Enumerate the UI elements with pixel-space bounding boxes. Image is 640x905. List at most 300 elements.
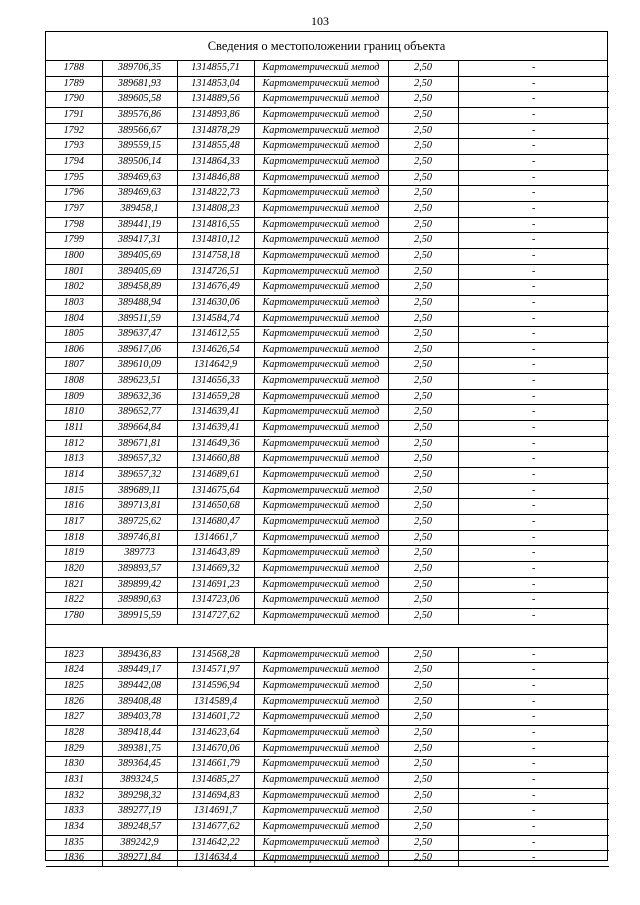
method-cell: Картометрический метод xyxy=(254,663,388,679)
y-coordinate-cell: 1314677,62 xyxy=(177,819,254,835)
accuracy-cell: 2,50 xyxy=(388,123,458,139)
method-cell: Картометрический метод xyxy=(254,678,388,694)
method-cell: Картометрический метод xyxy=(254,248,388,264)
y-coordinate-cell: 1314680,47 xyxy=(177,515,254,531)
table-row xyxy=(46,436,609,452)
x-coordinate-cell: 389271,84 xyxy=(102,851,177,867)
method-cell: Картометрический метод xyxy=(254,170,388,186)
description-cell: - xyxy=(458,280,609,296)
accuracy-cell: 2,50 xyxy=(388,608,458,624)
description-cell: - xyxy=(458,389,609,405)
points-table-block-2 xyxy=(46,648,609,867)
method-cell: Картометрический метод xyxy=(254,483,388,499)
table-row xyxy=(46,92,609,108)
point-number-cell: 1827 xyxy=(46,710,102,726)
point-number-cell: 1813 xyxy=(46,452,102,468)
x-coordinate-cell: 389469,63 xyxy=(102,170,177,186)
method-cell: Картометрический метод xyxy=(254,280,388,296)
method-cell: Картометрический метод xyxy=(254,154,388,170)
description-cell: - xyxy=(458,562,609,578)
table-row xyxy=(46,311,609,327)
method-cell: Картометрический метод xyxy=(254,757,388,773)
table-row xyxy=(46,264,609,280)
table-row xyxy=(46,248,609,264)
method-cell: Картометрический метод xyxy=(254,61,388,76)
x-coordinate-cell: 389652,77 xyxy=(102,405,177,421)
table-row xyxy=(46,694,609,710)
description-cell: - xyxy=(458,233,609,249)
accuracy-cell: 2,50 xyxy=(388,483,458,499)
description-cell: - xyxy=(458,577,609,593)
description-cell: - xyxy=(458,107,609,123)
table-row xyxy=(46,499,609,515)
accuracy-cell: 2,50 xyxy=(388,405,458,421)
x-coordinate-cell: 389442,08 xyxy=(102,678,177,694)
method-cell: Картометрический метод xyxy=(254,562,388,578)
description-cell: - xyxy=(458,483,609,499)
description-cell: - xyxy=(458,725,609,741)
y-coordinate-cell: 1314571,97 xyxy=(177,663,254,679)
accuracy-cell: 2,50 xyxy=(388,835,458,851)
table-row xyxy=(46,233,609,249)
description-cell: - xyxy=(458,436,609,452)
table-row xyxy=(46,186,609,202)
accuracy-cell: 2,50 xyxy=(388,819,458,835)
description-cell: - xyxy=(458,123,609,139)
accuracy-cell: 2,50 xyxy=(388,186,458,202)
method-cell: Картометрический метод xyxy=(254,421,388,437)
accuracy-cell: 2,50 xyxy=(388,663,458,679)
method-cell: Картометрический метод xyxy=(254,389,388,405)
accuracy-cell: 2,50 xyxy=(388,76,458,92)
x-coordinate-cell: 389408,48 xyxy=(102,694,177,710)
description-cell: - xyxy=(458,788,609,804)
description-cell: - xyxy=(458,327,609,343)
description-cell: - xyxy=(458,546,609,562)
table-separator xyxy=(46,625,607,648)
x-coordinate-cell: 389242,9 xyxy=(102,835,177,851)
accuracy-cell: 2,50 xyxy=(388,546,458,562)
point-number-cell: 1835 xyxy=(46,835,102,851)
x-coordinate-cell: 389403,78 xyxy=(102,710,177,726)
description-cell: - xyxy=(458,710,609,726)
point-number-cell: 1794 xyxy=(46,154,102,170)
description-cell: - xyxy=(458,342,609,358)
point-number-cell: 1796 xyxy=(46,186,102,202)
point-number-cell: 1807 xyxy=(46,358,102,374)
description-cell: - xyxy=(458,757,609,773)
table-row xyxy=(46,851,609,867)
table-row xyxy=(46,648,609,663)
point-number-cell: 1833 xyxy=(46,804,102,820)
table-row xyxy=(46,405,609,421)
description-cell: - xyxy=(458,311,609,327)
point-number-cell: 1803 xyxy=(46,295,102,311)
description-cell: - xyxy=(458,804,609,820)
table-row xyxy=(46,107,609,123)
x-coordinate-cell: 389637,47 xyxy=(102,327,177,343)
accuracy-cell: 2,50 xyxy=(388,499,458,515)
method-cell: Картометрический метод xyxy=(254,201,388,217)
y-coordinate-cell: 1314596,94 xyxy=(177,678,254,694)
table-row xyxy=(46,374,609,390)
accuracy-cell: 2,50 xyxy=(388,678,458,694)
point-number-cell: 1819 xyxy=(46,546,102,562)
method-cell: Картометрический метод xyxy=(254,217,388,233)
accuracy-cell: 2,50 xyxy=(388,170,458,186)
description-cell: - xyxy=(458,499,609,515)
x-coordinate-cell: 389746,81 xyxy=(102,530,177,546)
method-cell: Картометрический метод xyxy=(254,264,388,280)
y-coordinate-cell: 1314656,33 xyxy=(177,374,254,390)
point-number-cell: 1821 xyxy=(46,577,102,593)
description-cell: - xyxy=(458,358,609,374)
accuracy-cell: 2,50 xyxy=(388,648,458,663)
method-cell: Картометрический метод xyxy=(254,139,388,155)
accuracy-cell: 2,50 xyxy=(388,741,458,757)
point-number-cell: 1797 xyxy=(46,201,102,217)
table-row xyxy=(46,804,609,820)
point-number-cell: 1792 xyxy=(46,123,102,139)
point-number-cell: 1805 xyxy=(46,327,102,343)
x-coordinate-cell: 389899,42 xyxy=(102,577,177,593)
method-cell: Картометрический метод xyxy=(254,342,388,358)
table-row xyxy=(46,201,609,217)
method-cell: Картометрический метод xyxy=(254,593,388,609)
description-cell: - xyxy=(458,530,609,546)
table-row xyxy=(46,76,609,92)
point-number-cell: 1832 xyxy=(46,788,102,804)
accuracy-cell: 2,50 xyxy=(388,468,458,484)
x-coordinate-cell: 389436,83 xyxy=(102,648,177,663)
y-coordinate-cell: 1314659,28 xyxy=(177,389,254,405)
table-row xyxy=(46,139,609,155)
point-number-cell: 1831 xyxy=(46,772,102,788)
description-cell: - xyxy=(458,374,609,390)
accuracy-cell: 2,50 xyxy=(388,389,458,405)
table-row xyxy=(46,593,609,609)
accuracy-cell: 2,50 xyxy=(388,264,458,280)
point-number-cell: 1825 xyxy=(46,678,102,694)
x-coordinate-cell: 389298,32 xyxy=(102,788,177,804)
y-coordinate-cell: 1314623,64 xyxy=(177,725,254,741)
accuracy-cell: 2,50 xyxy=(388,772,458,788)
x-coordinate-cell: 389488,94 xyxy=(102,295,177,311)
description-cell: - xyxy=(458,452,609,468)
description-cell: - xyxy=(458,741,609,757)
x-coordinate-cell: 389657,32 xyxy=(102,468,177,484)
point-number-cell: 1836 xyxy=(46,851,102,867)
table-row xyxy=(46,710,609,726)
accuracy-cell: 2,50 xyxy=(388,61,458,76)
accuracy-cell: 2,50 xyxy=(388,154,458,170)
x-coordinate-cell: 389671,81 xyxy=(102,436,177,452)
accuracy-cell: 2,50 xyxy=(388,107,458,123)
table-title: Сведения о местоположении границ объекта xyxy=(46,32,607,61)
method-cell: Картометрический метод xyxy=(254,295,388,311)
description-cell: - xyxy=(458,593,609,609)
table-row xyxy=(46,358,609,374)
point-number-cell: 1798 xyxy=(46,217,102,233)
accuracy-cell: 2,50 xyxy=(388,577,458,593)
accuracy-cell: 2,50 xyxy=(388,139,458,155)
x-coordinate-cell: 389381,75 xyxy=(102,741,177,757)
point-number-cell: 1824 xyxy=(46,663,102,679)
table-row xyxy=(46,835,609,851)
accuracy-cell: 2,50 xyxy=(388,217,458,233)
y-coordinate-cell: 1314675,64 xyxy=(177,483,254,499)
method-cell: Картометрический метод xyxy=(254,515,388,531)
y-coordinate-cell: 1314853,04 xyxy=(177,76,254,92)
method-cell: Картометрический метод xyxy=(254,107,388,123)
description-cell: - xyxy=(458,678,609,694)
y-coordinate-cell: 1314670,06 xyxy=(177,741,254,757)
accuracy-cell: 2,50 xyxy=(388,92,458,108)
x-coordinate-cell: 389610,09 xyxy=(102,358,177,374)
y-coordinate-cell: 1314889,56 xyxy=(177,92,254,108)
table-row xyxy=(46,515,609,531)
points-table-block-1 xyxy=(46,61,609,625)
description-cell: - xyxy=(458,154,609,170)
point-number-cell: 1810 xyxy=(46,405,102,421)
y-coordinate-cell: 1314661,79 xyxy=(177,757,254,773)
x-coordinate-cell: 389324,5 xyxy=(102,772,177,788)
accuracy-cell: 2,50 xyxy=(388,851,458,867)
y-coordinate-cell: 1314639,41 xyxy=(177,405,254,421)
point-number-cell: 1820 xyxy=(46,562,102,578)
y-coordinate-cell: 1314612,55 xyxy=(177,327,254,343)
accuracy-cell: 2,50 xyxy=(388,593,458,609)
method-cell: Картометрический метод xyxy=(254,694,388,710)
method-cell: Картометрический метод xyxy=(254,327,388,343)
x-coordinate-cell: 389559,15 xyxy=(102,139,177,155)
table-row xyxy=(46,452,609,468)
method-cell: Картометрический метод xyxy=(254,311,388,327)
x-coordinate-cell: 389458,89 xyxy=(102,280,177,296)
table-row xyxy=(46,327,609,343)
table-row xyxy=(46,608,609,624)
y-coordinate-cell: 1314642,9 xyxy=(177,358,254,374)
method-cell: Картометрический метод xyxy=(254,374,388,390)
table-row xyxy=(46,217,609,233)
table-row xyxy=(46,546,609,562)
y-coordinate-cell: 1314893,86 xyxy=(177,107,254,123)
table-row xyxy=(46,123,609,139)
method-cell: Картометрический метод xyxy=(254,452,388,468)
page-number: 103 xyxy=(311,14,329,28)
method-cell: Картометрический метод xyxy=(254,710,388,726)
y-coordinate-cell: 1314694,83 xyxy=(177,788,254,804)
description-cell: - xyxy=(458,217,609,233)
point-number-cell: 1809 xyxy=(46,389,102,405)
table-row xyxy=(46,170,609,186)
y-coordinate-cell: 1314846,88 xyxy=(177,170,254,186)
table-row xyxy=(46,342,609,358)
y-coordinate-cell: 1314642,22 xyxy=(177,835,254,851)
y-coordinate-cell: 1314634,4 xyxy=(177,851,254,867)
x-coordinate-cell: 389915,59 xyxy=(102,608,177,624)
point-number-cell: 1799 xyxy=(46,233,102,249)
description-cell: - xyxy=(458,170,609,186)
method-cell: Картометрический метод xyxy=(254,772,388,788)
y-coordinate-cell: 1314878,29 xyxy=(177,123,254,139)
table-row xyxy=(46,421,609,437)
x-coordinate-cell: 389469,63 xyxy=(102,186,177,202)
x-coordinate-cell: 389725,62 xyxy=(102,515,177,531)
accuracy-cell: 2,50 xyxy=(388,710,458,726)
table-row xyxy=(46,663,609,679)
x-coordinate-cell: 389405,69 xyxy=(102,264,177,280)
table-row xyxy=(46,772,609,788)
accuracy-cell: 2,50 xyxy=(388,757,458,773)
accuracy-cell: 2,50 xyxy=(388,452,458,468)
x-coordinate-cell: 389248,57 xyxy=(102,819,177,835)
x-coordinate-cell: 389632,36 xyxy=(102,389,177,405)
accuracy-cell: 2,50 xyxy=(388,201,458,217)
point-number-cell: 1780 xyxy=(46,608,102,624)
point-number-cell: 1830 xyxy=(46,757,102,773)
description-cell: - xyxy=(458,186,609,202)
y-coordinate-cell: 1314758,18 xyxy=(177,248,254,264)
point-number-cell: 1790 xyxy=(46,92,102,108)
table-row xyxy=(46,577,609,593)
point-number-cell: 1793 xyxy=(46,139,102,155)
y-coordinate-cell: 1314584,74 xyxy=(177,311,254,327)
method-cell: Картометрический метод xyxy=(254,788,388,804)
method-cell: Картометрический метод xyxy=(254,804,388,820)
y-coordinate-cell: 1314568,28 xyxy=(177,648,254,663)
y-coordinate-cell: 1314855,48 xyxy=(177,139,254,155)
accuracy-cell: 2,50 xyxy=(388,804,458,820)
point-number-cell: 1811 xyxy=(46,421,102,437)
x-coordinate-cell: 389664,84 xyxy=(102,421,177,437)
method-cell: Картометрический метод xyxy=(254,608,388,624)
x-coordinate-cell: 389681,93 xyxy=(102,76,177,92)
description-cell: - xyxy=(458,663,609,679)
accuracy-cell: 2,50 xyxy=(388,374,458,390)
description-cell: - xyxy=(458,468,609,484)
method-cell: Картометрический метод xyxy=(254,741,388,757)
accuracy-cell: 2,50 xyxy=(388,436,458,452)
description-cell: - xyxy=(458,819,609,835)
accuracy-cell: 2,50 xyxy=(388,725,458,741)
x-coordinate-cell: 389449,17 xyxy=(102,663,177,679)
description-cell: - xyxy=(458,421,609,437)
accuracy-cell: 2,50 xyxy=(388,358,458,374)
point-number-cell: 1808 xyxy=(46,374,102,390)
x-coordinate-cell: 389364,45 xyxy=(102,757,177,773)
point-number-cell: 1791 xyxy=(46,107,102,123)
point-number-cell: 1800 xyxy=(46,248,102,264)
description-cell: - xyxy=(458,201,609,217)
y-coordinate-cell: 1314691,23 xyxy=(177,577,254,593)
y-coordinate-cell: 1314660,88 xyxy=(177,452,254,468)
accuracy-cell: 2,50 xyxy=(388,311,458,327)
accuracy-cell: 2,50 xyxy=(388,233,458,249)
x-coordinate-cell: 389418,44 xyxy=(102,725,177,741)
description-cell: - xyxy=(458,61,609,76)
method-cell: Картометрический метод xyxy=(254,851,388,867)
accuracy-cell: 2,50 xyxy=(388,694,458,710)
point-number-cell: 1814 xyxy=(46,468,102,484)
accuracy-cell: 2,50 xyxy=(388,327,458,343)
point-number-cell: 1804 xyxy=(46,311,102,327)
y-coordinate-cell: 1314676,49 xyxy=(177,280,254,296)
description-cell: - xyxy=(458,515,609,531)
point-number-cell: 1834 xyxy=(46,819,102,835)
y-coordinate-cell: 1314626,54 xyxy=(177,342,254,358)
y-coordinate-cell: 1314727,62 xyxy=(177,608,254,624)
description-cell: - xyxy=(458,648,609,663)
x-coordinate-cell: 389576,86 xyxy=(102,107,177,123)
point-number-cell: 1828 xyxy=(46,725,102,741)
y-coordinate-cell: 1314689,61 xyxy=(177,468,254,484)
x-coordinate-cell: 389893,57 xyxy=(102,562,177,578)
y-coordinate-cell: 1314589,4 xyxy=(177,694,254,710)
description-cell: - xyxy=(458,851,609,867)
accuracy-cell: 2,50 xyxy=(388,248,458,264)
y-coordinate-cell: 1314723,06 xyxy=(177,593,254,609)
method-cell: Картометрический метод xyxy=(254,725,388,741)
point-number-cell: 1822 xyxy=(46,593,102,609)
y-coordinate-cell: 1314639,41 xyxy=(177,421,254,437)
x-coordinate-cell: 389566,67 xyxy=(102,123,177,139)
method-cell: Картометрический метод xyxy=(254,92,388,108)
table-row xyxy=(46,725,609,741)
x-coordinate-cell: 389657,32 xyxy=(102,452,177,468)
point-number-cell: 1801 xyxy=(46,264,102,280)
table-row xyxy=(46,757,609,773)
point-number-cell: 1815 xyxy=(46,483,102,499)
x-coordinate-cell: 389506,14 xyxy=(102,154,177,170)
description-cell: - xyxy=(458,76,609,92)
point-number-cell: 1829 xyxy=(46,741,102,757)
point-number-cell: 1823 xyxy=(46,648,102,663)
x-coordinate-cell: 389623,51 xyxy=(102,374,177,390)
x-coordinate-cell: 389405,69 xyxy=(102,248,177,264)
accuracy-cell: 2,50 xyxy=(388,342,458,358)
x-coordinate-cell: 389773 xyxy=(102,546,177,562)
table-row xyxy=(46,61,609,76)
table-row xyxy=(46,741,609,757)
description-cell: - xyxy=(458,608,609,624)
method-cell: Картометрический метод xyxy=(254,405,388,421)
y-coordinate-cell: 1314649,36 xyxy=(177,436,254,452)
y-coordinate-cell: 1314669,32 xyxy=(177,562,254,578)
method-cell: Картометрический метод xyxy=(254,530,388,546)
x-coordinate-cell: 389605,58 xyxy=(102,92,177,108)
method-cell: Картометрический метод xyxy=(254,76,388,92)
x-coordinate-cell: 389713,81 xyxy=(102,499,177,515)
table-row xyxy=(46,295,609,311)
description-cell: - xyxy=(458,295,609,311)
table-row xyxy=(46,678,609,694)
point-number-cell: 1818 xyxy=(46,530,102,546)
method-cell: Картометрический метод xyxy=(254,123,388,139)
table-row xyxy=(46,562,609,578)
table-row xyxy=(46,819,609,835)
method-cell: Картометрический метод xyxy=(254,468,388,484)
accuracy-cell: 2,50 xyxy=(388,562,458,578)
x-coordinate-cell: 389689,11 xyxy=(102,483,177,499)
method-cell: Картометрический метод xyxy=(254,819,388,835)
accuracy-cell: 2,50 xyxy=(388,530,458,546)
accuracy-cell: 2,50 xyxy=(388,515,458,531)
description-cell: - xyxy=(458,264,609,280)
method-cell: Картометрический метод xyxy=(254,648,388,663)
y-coordinate-cell: 1314816,55 xyxy=(177,217,254,233)
accuracy-cell: 2,50 xyxy=(388,788,458,804)
